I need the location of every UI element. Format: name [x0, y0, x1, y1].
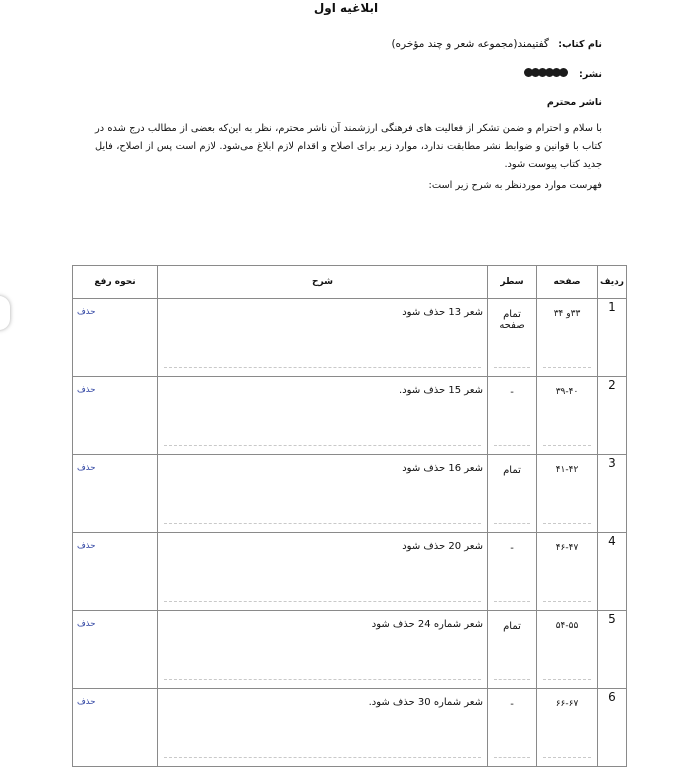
row-line: تمام: [488, 455, 537, 533]
table-row: [73, 455, 627, 533]
row-line: -: [488, 377, 537, 455]
header-line: سطر: [488, 266, 537, 299]
row-page: ۴۱-۴۲: [537, 455, 598, 533]
salutation-line: [80, 94, 602, 111]
row-remedy: حذف: [73, 455, 158, 533]
book-name-label: نام کتاب:: [558, 39, 602, 50]
row-remedy: حذف: [73, 689, 158, 767]
header-row-number: ردیف: [598, 266, 627, 299]
row-number: 1: [598, 299, 627, 377]
row-description: شعر 16 حذف شود: [158, 455, 488, 533]
header-page: صفحه: [537, 266, 598, 299]
row-remedy: حذف: [73, 533, 158, 611]
redacted-publisher-mark: [518, 66, 568, 82]
row-line: تمام: [488, 611, 537, 689]
row-page: ۳۳و ۳۴: [537, 299, 598, 377]
row-number: 2: [598, 377, 627, 455]
row-line: -: [488, 689, 537, 767]
table-row: [73, 377, 627, 455]
row-line: -: [488, 533, 537, 611]
body-paragraph: با سلام و احترام و ضمن تشکر از فعالیت های فرهنگی ارزشمند آن ناشر محترم، نظر به این‌که بعضی از مطالب درج شده در کتاب با قوانین و ضوابط نشر مطابقت ندارد، موارد زیر برای اصلاح و اقدام لازم ابلاغ می‌شود. لازم است پس از اصلاح، فایل جدید کتاب پیوست شود.: [95, 123, 602, 170]
header-description: شرح: [158, 266, 488, 299]
book-name-value: گفتیمند(مجموعه شعر و چند مؤخره): [391, 38, 549, 50]
book-name-line: [80, 36, 602, 53]
row-page: ۶۶-۶۷: [537, 689, 598, 767]
row-remedy: حذف: [73, 299, 158, 377]
row-description: شعر 13 حذف شود: [158, 299, 488, 377]
table-row: [73, 611, 627, 689]
row-description: شعر 15 حذف شود.: [158, 377, 488, 455]
table-row: [73, 299, 627, 377]
row-page: ۵۴-۵۵: [537, 611, 598, 689]
row-remedy: حذف: [73, 611, 158, 689]
table-row: [73, 533, 627, 611]
row-page: ۳۹-۴۰: [537, 377, 598, 455]
table-row: [73, 689, 627, 767]
publisher-line: [80, 66, 602, 83]
list-intro: فهرست موارد موردنظر به شرح زیر است:: [428, 180, 602, 191]
row-page: ۴۶-۴۷: [537, 533, 598, 611]
publisher-label: نشر:: [579, 69, 602, 80]
row-line: تمام صفحه: [488, 299, 537, 377]
row-description: شعر شماره 30 حذف شود.: [158, 689, 488, 767]
header-remedy: نحوه رفع: [73, 266, 158, 299]
document-title: ابلاغیه اول: [313, 1, 379, 15]
row-number: 6: [598, 689, 627, 767]
row-number: 3: [598, 455, 627, 533]
row-description: شعر شماره 24 حذف شود: [158, 611, 488, 689]
row-remedy: حذف: [73, 377, 158, 455]
salutation: ناشر محترم: [546, 97, 602, 108]
row-description: شعر 20 حذف شود: [158, 533, 488, 611]
row-number: 5: [598, 611, 627, 689]
table-header-row: [73, 266, 627, 299]
side-scroll-handle[interactable]: [0, 296, 10, 330]
row-number: 4: [598, 533, 627, 611]
